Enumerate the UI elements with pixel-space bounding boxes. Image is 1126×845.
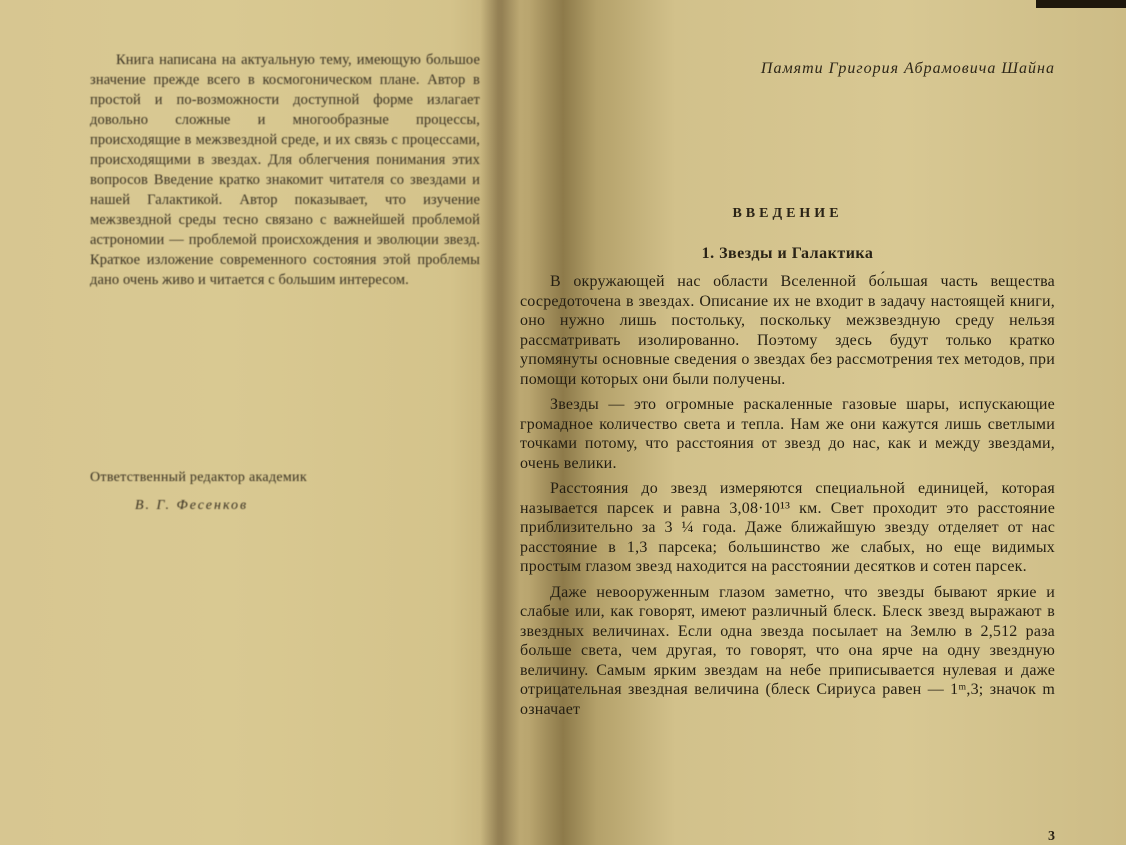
left-page	[90, 50, 480, 810]
editor-credit	[90, 470, 480, 514]
paragraph: В окружающей нас области Вселенной бо́льшая часть вещества сосредоточена в звездах. Описание их не входит в задачу настоящей книги, оно нужно лишь постольку, поскольку межзвездную среду нельзя рассматривать изолированно. Поэтому здесь будут только кратко упомянуты основные сведения о звездах без рассмотрения тех методов, при помощи которых они были получены.	[520, 273, 1055, 388]
book-annotation	[90, 50, 480, 290]
paragraph: Расстояния до звезд измеряются специальной единицей, которая называется парсек и равна 3,08·10¹³ км. Свет проходит это расстояние приблизительно за 3 ¼ года. Даже ближайшую звезду отделяет от нас расстояние в 1,3 парсека; большинство же слабых, но еще видимых простым глазом звезд находится на расстоянии десятков и сотен парсек.	[520, 480, 1055, 575]
section-title: 1. Звезды и Галактика	[701, 245, 874, 262]
annotation-text: Книга написана на актуальную тему, имеющую большое значение прежде всего в космогоническом плане. Автор в простой и по-возможности доступной форме излагает довольно сложные и многообразные процессы, происходящие в межзвездной среде, и их связь с процессами, происходящими в звездах. Для облегчения понимания этих вопросов Введение кратко знакомит читателя со звездами и нашей Галактикой. Автор показывает, что изучение межзвездной среды тесно связано с важнейшей проблемой астрономии — проблемой происхождения и эволюции звезд. Краткое изложение современного состояния этой проблемы дано очень живо и читается с большим интересом.	[90, 52, 480, 288]
paragraph: Звезды — это огромные раскаленные газовые шары, испускающие громадное количество света и тепла. Нам же они кажутся лишь светлыми точками потому, что расстояния от звезд до нас, как и между звездами, очень велики.	[520, 396, 1055, 472]
chapter-title: ВВЕДЕНИЕ	[732, 206, 843, 221]
editor-name: В. Г. Фесенков	[135, 498, 249, 513]
right-page	[520, 50, 1055, 844]
book-spine	[480, 0, 520, 845]
paragraph: Даже невооруженным глазом заметно, что звезды бывают яркие и слабые или, как говорят, имеют различный блеск. Блеск звезд выражают в звездных величинах. Если одна звезда посылает на Землю в 2,512 раза больше света, чем другая, то говорят, что она ярче на одну звездную величину. Самым ярким звездам на небе приписывается нулевая и даже отрицательная звездная величина (блеск Сириуса равен — 1ᵐ,3; значок m означает	[520, 583, 1055, 718]
dedication: Памяти Григория Абрамовича Шайна	[760, 60, 1055, 77]
editor-role: Ответственный редактор академик	[90, 470, 307, 485]
page-number: 3	[1048, 829, 1055, 844]
body-text	[520, 272, 1055, 725]
dark-corner	[1036, 0, 1126, 8]
